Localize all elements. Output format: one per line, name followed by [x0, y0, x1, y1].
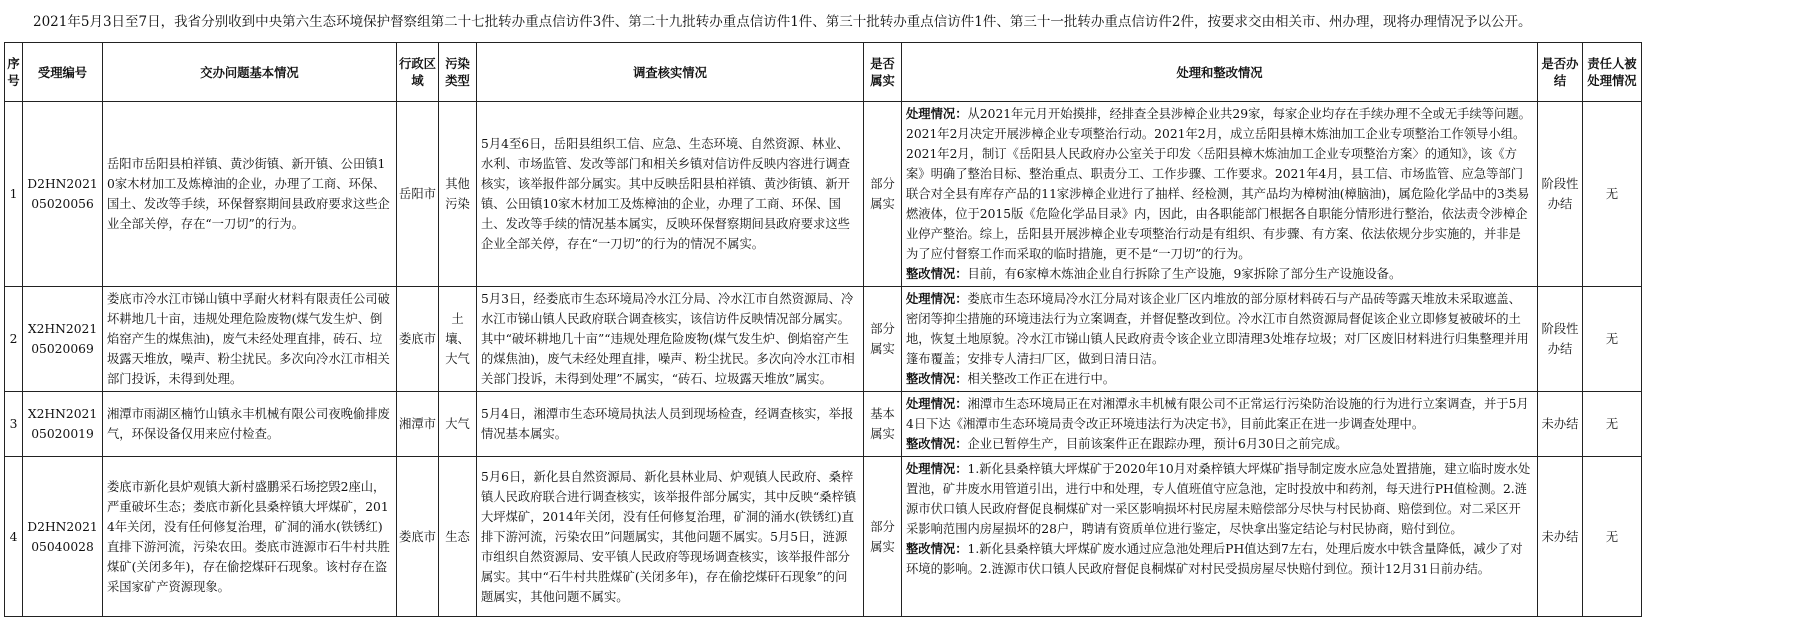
handling-label: 处理情况： — [906, 106, 968, 121]
header-done: 是否办结 — [1538, 43, 1583, 102]
handling-text: 从2021年元月开始摸排，经排查全县涉樟企业共29家，每家企业均存在手续办理不全或无手续等问题。2021年2月决定开展涉樟企业专项整治行动。2021年2月，成立岳阳县樟木炼油加工企业专项整治工作领导小组。2021年2月，制订《岳阳县人民政府办公室关于印发〈岳阳县樟木炼油加工企业专项整治方案〉的通知》，该《方案》明确了整治目标、整治重点、职责分工、工作步骤、工作要求。2021年4月，县工信、市场监管、应急等部门联合对全县有库存产品的11家涉樟企业进行了抽样、经检测，其产品均为樟树油(樟脑油)，属危险化学品中的3类易燃液体，位于2015版《危险化学品目录》内，因此，由各职能部门根据各自职能分情形进行整治，依法责令涉樟企业停产整治。综上，岳阳县开展涉樟企业专项整治行动是有组织、有步骤、有方案、依法依规分步实施的，并非是为了应付督察工作而采取的临时措施，更不是“一刀切”的行为。 — [906, 107, 1531, 261]
header-issue: 交办问题基本情况 — [103, 43, 397, 102]
cell-issue: 娄底市冷水江市锑山镇中孚耐火材料有限责任公司破坏耕地几十亩，违规处理危险废物(煤气发生炉、倒焰窑产生的煤焦油)，废气未经处理直排，砖石、垃圾露天堆放，噪声、粉尘扰民。多次向冷水江市相关部门投诉，未得到处理。 — [103, 287, 397, 392]
cell-handling — [902, 102, 1538, 287]
rectify-text: 企业已暂停生产，目前该案件正在跟踪办理，预计6月30日之前完成。 — [967, 437, 1348, 451]
header-handling: 处理和整改情况 — [902, 43, 1538, 102]
rectify-label: 整改情况： — [906, 541, 968, 556]
cell-resp: 无 — [1583, 392, 1642, 457]
petition-table — [4, 42, 1642, 617]
cell-seq: 1 — [5, 102, 23, 287]
table-row — [5, 392, 1642, 457]
cell-id: D2HN202105040028 — [23, 457, 103, 617]
table-row — [5, 457, 1642, 617]
cell-true: 部分属实 — [864, 457, 902, 617]
cell-handling — [902, 392, 1538, 457]
cell-type: 大气 — [439, 392, 477, 457]
header-row — [5, 43, 1642, 102]
cell-id: X2HN202105020019 — [23, 392, 103, 457]
cell-done: 阶段性办结 — [1538, 287, 1583, 392]
handling-label: 处理情况： — [906, 291, 968, 306]
cell-id: D2HN202105020056 — [23, 102, 103, 287]
handling-label: 处理情况： — [906, 396, 968, 411]
cell-handling — [902, 287, 1538, 392]
cell-issue: 岳阳市岳阳县柏祥镇、黄沙街镇、新开镇、公田镇10家木材加工及炼樟油的企业，办理了工商、环保、国土、发改等手续，环保督察期间县政府要求这些企业全部关停，存在“一刀切”的行为。 — [103, 102, 397, 287]
rectify-text: 目前，有6家樟木炼油企业自行拆除了生产设施，9家拆除了部分生产设施设备。 — [967, 267, 1402, 281]
cell-seq: 2 — [5, 287, 23, 392]
header-resp: 责任人被处理情况 — [1583, 43, 1642, 102]
cell-region: 湘潭市 — [397, 392, 439, 457]
header-id: 受理编号 — [23, 43, 103, 102]
rectify-label: 整改情况： — [906, 371, 968, 386]
cell-id: X2HN202105020069 — [23, 287, 103, 392]
cell-survey: 5月3日，经娄底市生态环境局冷水江分局、冷水江市自然资源局、冷水江市锑山镇人民政府联合调查核实，该信访件反映情况部分属实。其中“破坏耕地几十亩”“违规处理危险废物(煤气发生炉、倒焰窑产生的煤焦油)，废气未经处理直排，噪声、粉尘扰民。多次向冷水江市相关部门投诉，未得到处理”不属实，“砖石、垃圾露天堆放”属实。 — [477, 287, 864, 392]
handling-label: 处理情况： — [906, 461, 968, 476]
cell-resp: 无 — [1583, 457, 1642, 617]
header-survey: 调查核实情况 — [477, 43, 864, 102]
rectify-label: 整改情况： — [906, 266, 968, 281]
cell-done: 未办结 — [1538, 457, 1583, 617]
cell-done: 阶段性办结 — [1538, 102, 1583, 287]
rectify-text: 相关整改工作正在进行中。 — [967, 372, 1116, 386]
table-row — [5, 287, 1642, 392]
cell-issue: 湘潭市雨湖区楠竹山镇永丰机械有限公司夜晚偷排废气，环保设备仅用来应付检查。 — [103, 392, 397, 457]
cell-resp: 无 — [1583, 102, 1642, 287]
handling-text: 湘潭市生态环境局正在对湘潭永丰机械有限公司不正常运行污染防治设施的行为进行立案调查，并于5月4日下达《湘潭市生态环境局责令改正环境违法行为决定书》，目前此案正在进一步调查处理中。 — [906, 397, 1529, 431]
cell-resp: 无 — [1583, 287, 1642, 392]
header-seq: 序号 — [5, 43, 23, 102]
intro-paragraph: 2021年5月3日至7日，我省分别收到中央第六生态环境保护督察组第二十七批转办重点信访件3件、第二十九批转办重点信访件1件、第三十批转办重点信访件1件、第三十一批转办重点信访件2件，按要求交由相关市、州办理，现将办理情况予以公开。 — [33, 14, 1532, 30]
cell-seq: 4 — [5, 457, 23, 617]
cell-survey: 5月4日，湘潭市生态环境局执法人员到现场检查，经调查核实，举报情况基本属实。 — [477, 392, 864, 457]
table-row — [5, 102, 1642, 287]
header-type: 污染类型 — [439, 43, 477, 102]
cell-type: 生态 — [439, 457, 477, 617]
cell-true: 部分属实 — [864, 102, 902, 287]
cell-true: 基本属实 — [864, 392, 902, 457]
cell-handling — [902, 457, 1538, 617]
cell-done: 未办结 — [1538, 392, 1583, 457]
rectify-label: 整改情况： — [906, 436, 968, 451]
cell-region: 娄底市 — [397, 457, 439, 617]
cell-true: 部分属实 — [864, 287, 902, 392]
cell-survey: 5月4至6日，岳阳县组织工信、应急、生态环境、自然资源、林业、水利、市场监管、发改等部门和相关乡镇对信访件反映内容进行调查核实，该举报件部分属实。其中反映岳阳县柏祥镇、黄沙街镇、新开镇、公田镇10家木材加工及炼樟油的企业，办理了工商、环保、国土、发改等手续的情况基本属实，反映环保督察期间县政府要求这些企业全部关停，存在“一刀切”的行为的情况不属实。 — [477, 102, 864, 287]
cell-type: 土壤、大气 — [439, 287, 477, 392]
cell-issue: 娄底市新化县炉观镇大新村盛鹏采石场挖毁2座山，严重破坏生态；娄底市新化县桑梓镇大坪煤矿，2014年关闭，没有任何修复治理，矿洞的涌水(铁锈红)直排下游河流，污染农田。娄底市涟源市石牛村共胜煤矿(关闭多年)，存在偷挖煤矸石现象。该村存在盗采国家矿产资源现象。 — [103, 457, 397, 617]
cell-seq: 3 — [5, 392, 23, 457]
cell-region: 娄底市 — [397, 287, 439, 392]
header-region: 行政区域 — [397, 43, 439, 102]
cell-survey: 5月6日，新化县自然资源局、新化县林业局、炉观镇人民政府、桑梓镇人民政府联合进行调查核实，该举报件部分属实，其中反映“桑梓镇大坪煤矿，2014年关闭，没有任何修复治理，矿洞的涌水(铁锈红)直排下游河流，污染农田”问题属实，其他问题不属实。5月5日，涟源市组织自然资源局、安平镇人民政府等现场调查核实，该举报件部分属实。其中“石牛村共胜煤矿(关闭多年)，存在偷挖煤矸石现象”的问题属实，其他问题不属实。 — [477, 457, 864, 617]
rectify-text: 1.新化县桑梓镇大坪煤矿废水通过应急池处理后PH值达到7左右，处理后废水中铁含量降低，减少了对环境的影响。2.涟源市伏口镇人民政府督促良桐煤矿对村民受损房屋尽快赔付到位。预计12月31日前办结。 — [906, 542, 1523, 576]
cell-type: 其他污染 — [439, 102, 477, 287]
cell-region: 岳阳市 — [397, 102, 439, 287]
header-true: 是否属实 — [864, 43, 902, 102]
handling-text: 娄底市生态环境局冷水江分局对该企业厂区内堆放的部分原材料砖石与产品砖等露天堆放未采取遮盖、密闭等抑尘措施的环境违法行为立案调查，并督促整改到位。冷水江市自然资源局督促该企业立即修复被破坏的土地，恢复土地原貌。冷水江市锑山镇人民政府责令该企业立即清理3处堆存垃圾；对厂区废旧材料进行归集整理并用篷布覆盖；安排专人清扫厂区，做到日清日洁。 — [906, 292, 1529, 366]
handling-text: 1.新化县桑梓镇大坪煤矿于2020年10月对桑梓镇大坪煤矿指导制定废水应急处置措施，建立临时废水处置池，矿井废水用管道引出，进行中和处理，专人值班值守应急池，定时投放中和药剂，每天进行PH值检测。2.涟源市伏口镇人民政府督促良桐煤矿对一采区影响损坏村民房屋未赔偿部分尽快与村民协商、赔偿到位。对二采区开采影响范围内房屋损坏的28户，聘请有资质单位进行鉴定，尽快拿出鉴定结论与村民协商，赔付到位。 — [906, 462, 1531, 536]
